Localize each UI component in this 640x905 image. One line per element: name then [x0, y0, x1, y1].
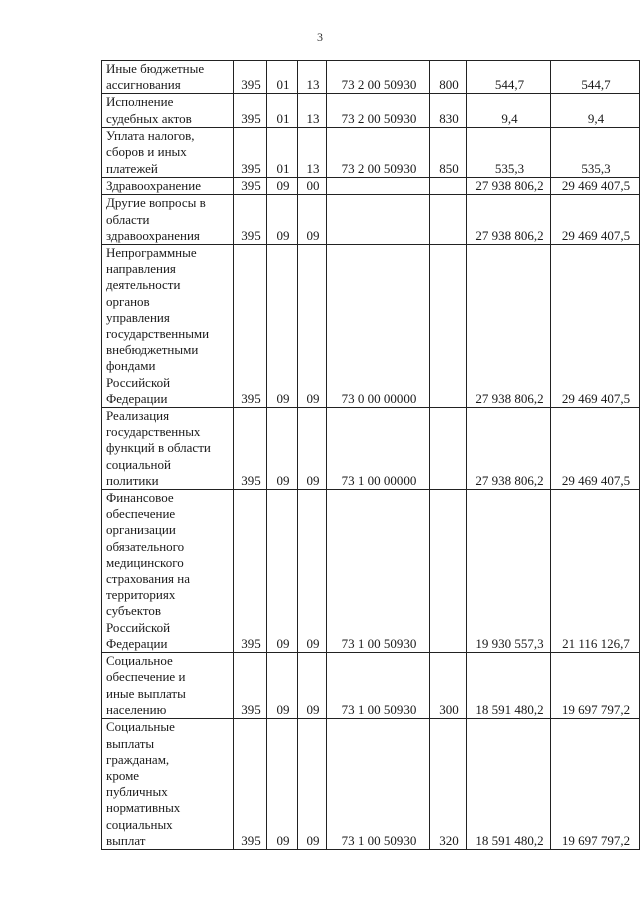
- pr-cell: 09: [298, 719, 327, 850]
- vr-cell: [430, 195, 467, 245]
- csr-cell: 73 2 00 50930: [327, 127, 430, 177]
- table-row: [102, 490, 640, 653]
- row-name: Непрограммные направления деятельности органов управления государственными внебюджетными фондами Российской Федерации: [102, 245, 234, 408]
- grbs-cell: 395: [234, 177, 267, 194]
- page-number: 3: [317, 30, 323, 44]
- sum2-cell: 29 469 407,5: [551, 195, 640, 245]
- sum2-cell: 9,4: [551, 94, 640, 127]
- rz-cell: 01: [267, 127, 298, 177]
- rz-cell: 09: [267, 408, 298, 490]
- csr-cell: 73 1 00 50930: [327, 653, 430, 719]
- sum2-cell: 29 469 407,5: [551, 245, 640, 408]
- sum1-cell: 27 938 806,2: [467, 195, 551, 245]
- row-name: Другие вопросы в области здравоохранения: [102, 195, 234, 245]
- csr-cell: 73 2 00 50930: [327, 94, 430, 127]
- sum1-cell: 27 938 806,2: [467, 177, 551, 194]
- table-row: [102, 127, 640, 177]
- grbs-cell: 395: [234, 195, 267, 245]
- sum1-cell: 535,3: [467, 127, 551, 177]
- csr-cell: 73 1 00 50930: [327, 490, 430, 653]
- vr-cell: [430, 177, 467, 194]
- table-row: [102, 61, 640, 94]
- rz-cell: 09: [267, 245, 298, 408]
- pr-cell: 09: [298, 408, 327, 490]
- pr-cell: 13: [298, 94, 327, 127]
- grbs-cell: 395: [234, 408, 267, 490]
- grbs-cell: 395: [234, 245, 267, 408]
- pr-cell: 09: [298, 195, 327, 245]
- row-name: Социальное обеспечение и иные выплаты населению: [102, 653, 234, 719]
- row-name: Социальные выплаты гражданам, кроме публичных нормативных социальных выплат: [102, 719, 234, 850]
- sum2-cell: 544,7: [551, 61, 640, 94]
- csr-cell: [327, 195, 430, 245]
- vr-cell: [430, 245, 467, 408]
- vr-cell: 320: [430, 719, 467, 850]
- sum2-cell: 21 116 126,7: [551, 490, 640, 653]
- rz-cell: 09: [267, 653, 298, 719]
- sum2-cell: 535,3: [551, 127, 640, 177]
- row-name: Здравоохранение: [102, 177, 234, 194]
- grbs-cell: 395: [234, 61, 267, 94]
- rz-cell: 09: [267, 719, 298, 850]
- grbs-cell: 395: [234, 94, 267, 127]
- sum1-cell: 18 591 480,2: [467, 653, 551, 719]
- sum1-cell: 19 930 557,3: [467, 490, 551, 653]
- vr-cell: 850: [430, 127, 467, 177]
- csr-cell: 73 1 00 50930: [327, 719, 430, 850]
- sum2-cell: 29 469 407,5: [551, 408, 640, 490]
- sum2-cell: 29 469 407,5: [551, 177, 640, 194]
- pr-cell: 13: [298, 127, 327, 177]
- pr-cell: 09: [298, 653, 327, 719]
- sum1-cell: 9,4: [467, 94, 551, 127]
- row-name: Уплата налогов, сборов и иных платежей: [102, 127, 234, 177]
- table-row: [102, 653, 640, 719]
- rz-cell: 01: [267, 94, 298, 127]
- grbs-cell: 395: [234, 719, 267, 850]
- csr-cell: 73 0 00 00000: [327, 245, 430, 408]
- pr-cell: 00: [298, 177, 327, 194]
- sum2-cell: 19 697 797,2: [551, 719, 640, 850]
- table-row: [102, 408, 640, 490]
- csr-cell: 73 2 00 50930: [327, 61, 430, 94]
- row-name: Реализация государственных функций в области социальной политики: [102, 408, 234, 490]
- table-row: [102, 719, 640, 850]
- rz-cell: 01: [267, 61, 298, 94]
- vr-cell: [430, 408, 467, 490]
- table-row: [102, 195, 640, 245]
- table-row: [102, 245, 640, 408]
- pr-cell: 09: [298, 490, 327, 653]
- rz-cell: 09: [267, 490, 298, 653]
- grbs-cell: 395: [234, 490, 267, 653]
- vr-cell: [430, 490, 467, 653]
- vr-cell: 300: [430, 653, 467, 719]
- sum1-cell: 27 938 806,2: [467, 245, 551, 408]
- csr-cell: 73 1 00 00000: [327, 408, 430, 490]
- vr-cell: 830: [430, 94, 467, 127]
- grbs-cell: 395: [234, 653, 267, 719]
- table-row: [102, 177, 640, 194]
- pr-cell: 13: [298, 61, 327, 94]
- grbs-cell: 395: [234, 127, 267, 177]
- sum1-cell: 18 591 480,2: [467, 719, 551, 850]
- sum1-cell: 27 938 806,2: [467, 408, 551, 490]
- row-name: Финансовое обеспечение организации обязательного медицинского страхования на территориях субъектов Российской Федерации: [102, 490, 234, 653]
- row-name: Иные бюджетные ассигнования: [102, 61, 234, 94]
- sum2-cell: 19 697 797,2: [551, 653, 640, 719]
- csr-cell: [327, 177, 430, 194]
- rz-cell: 09: [267, 177, 298, 194]
- rz-cell: 09: [267, 195, 298, 245]
- sum1-cell: 544,7: [467, 61, 551, 94]
- table-row: [102, 94, 640, 127]
- pr-cell: 09: [298, 245, 327, 408]
- budget-table: [101, 60, 640, 850]
- vr-cell: 800: [430, 61, 467, 94]
- row-name: Исполнение судебных актов: [102, 94, 234, 127]
